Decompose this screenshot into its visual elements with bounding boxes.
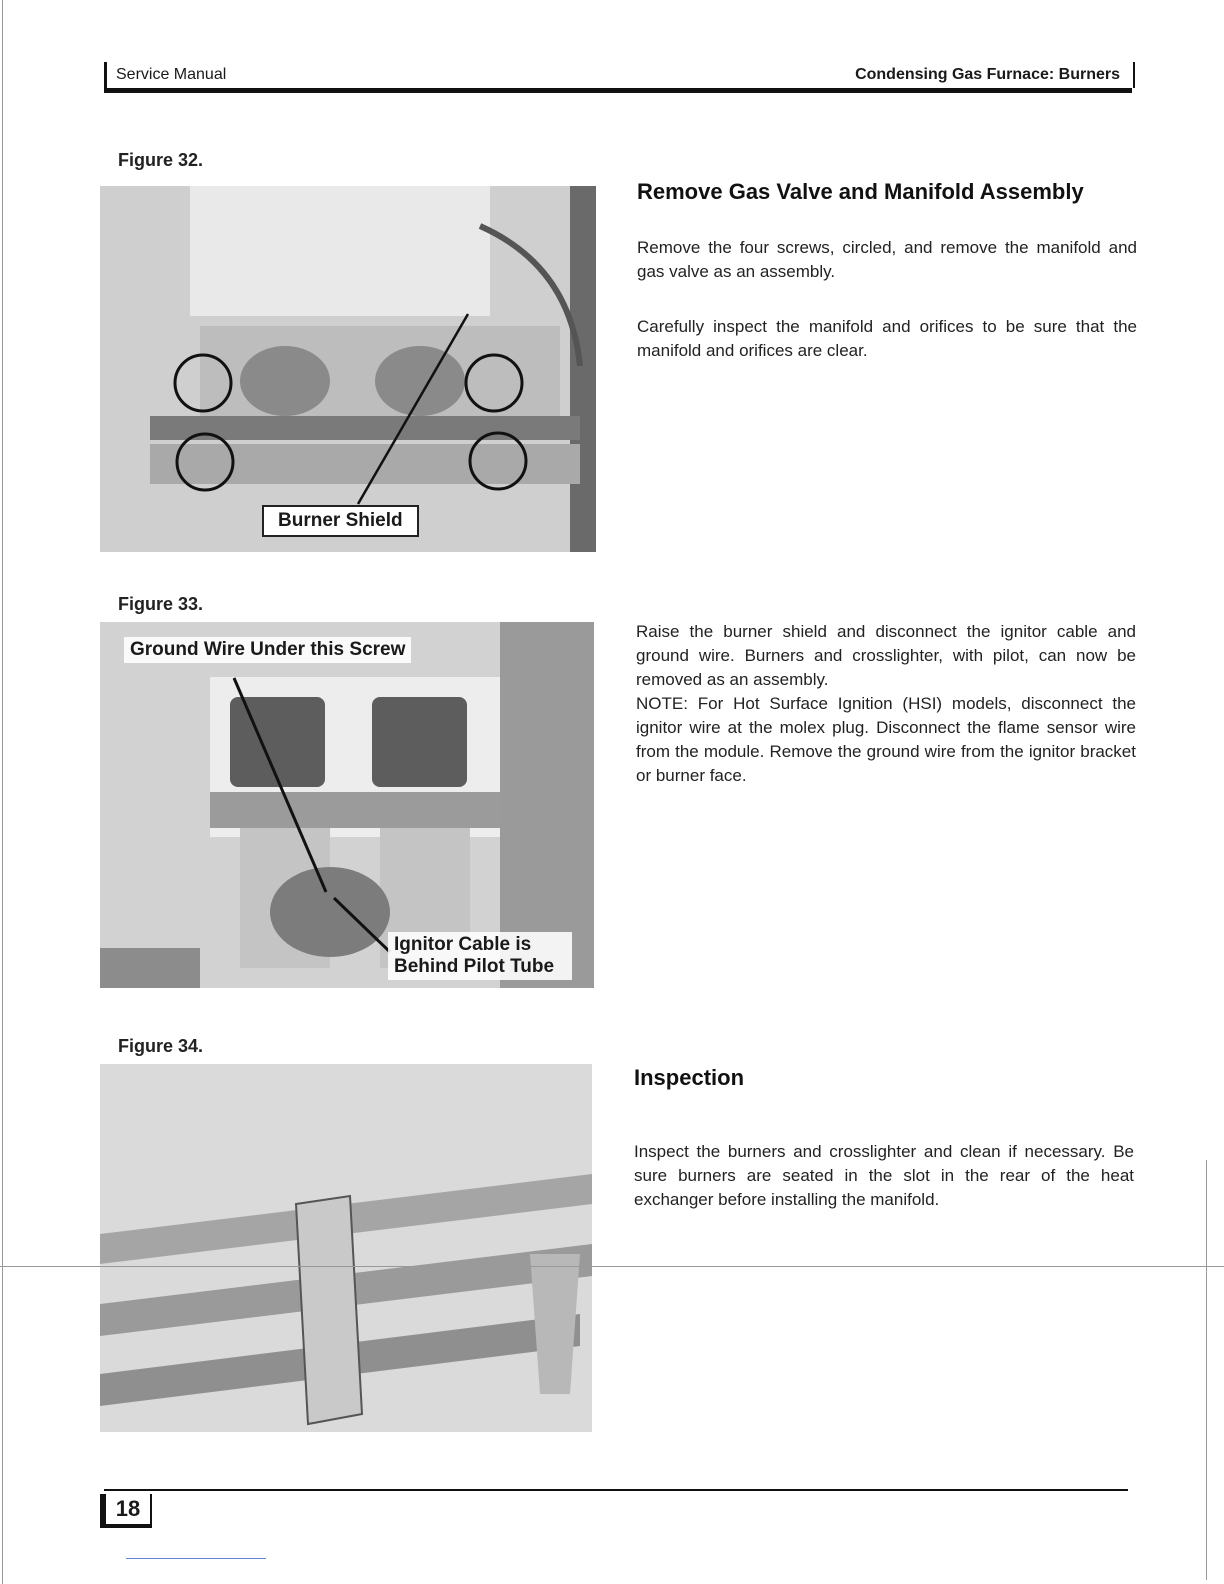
- burners-crosslighter-illustration: [100, 1064, 592, 1432]
- ignitor-cable-callout: Ignitor Cable is Behind Pilot Tube: [388, 932, 572, 980]
- page-number: 18: [100, 1494, 152, 1528]
- inspection-text: Inspect the burners and crosslighter and clean if necessary. Be sure burners are seated in the slot in the rear of the heat exchanger before installing the manifold.: [634, 1142, 1134, 1209]
- manifold-assembly-illustration: [100, 186, 596, 552]
- ground-wire-callout: Ground Wire Under this Screw: [124, 637, 411, 663]
- raise-shield-text: Raise the burner shield and disconnect the ignitor cable and ground wire. Burners and crosslighter, with pilot, can now be removed as an assembly.: [636, 622, 1136, 689]
- inspect-manifold-paragraph: [637, 315, 1137, 363]
- header-chapter-title: Condensing Gas Furnace: Burners: [855, 66, 1120, 83]
- burner-shield-callout: Burner Shield: [262, 505, 419, 537]
- scan-artifact-line: [2, 0, 3, 1584]
- figure-33-caption: Figure 33.: [118, 594, 204, 614]
- inspection-heading: Inspection: [634, 1065, 745, 1090]
- footer-rule: [104, 1489, 1128, 1491]
- header-manual-title: Service Manual: [116, 66, 227, 83]
- scan-artifact-line: [0, 1266, 1224, 1267]
- header-rule: [104, 88, 1132, 93]
- figure-32-photo: [100, 186, 596, 552]
- inspection-paragraph: [634, 1140, 1134, 1212]
- remove-step-paragraph: [637, 236, 1137, 284]
- inspect-manifold-text: Carefully inspect the manifold and orifices to be sure that the manifold and orifices are clear.: [637, 317, 1137, 360]
- scan-artifact-line: [1206, 1160, 1207, 1580]
- remove-gas-valve-heading: Remove Gas Valve and Manifold Assembly: [637, 179, 1084, 204]
- figure-32-caption: Figure 32.: [118, 150, 204, 170]
- hsi-note-text: NOTE: For Hot Surface Ignition (HSI) models, disconnect the ignitor wire at the molex plug. Disconnect the flame sensor wire from the module. Remove the ground wire from the ignitor bracket or burner face.: [636, 694, 1136, 785]
- figure-34-photo: [100, 1064, 592, 1432]
- remove-step-text: Remove the four screws, circled, and remove the manifold and gas valve as an assembly.: [637, 238, 1137, 281]
- figure-34-caption: Figure 34.: [118, 1036, 204, 1056]
- scan-artifact-line: [126, 1558, 266, 1559]
- raise-shield-paragraph: [636, 620, 1136, 788]
